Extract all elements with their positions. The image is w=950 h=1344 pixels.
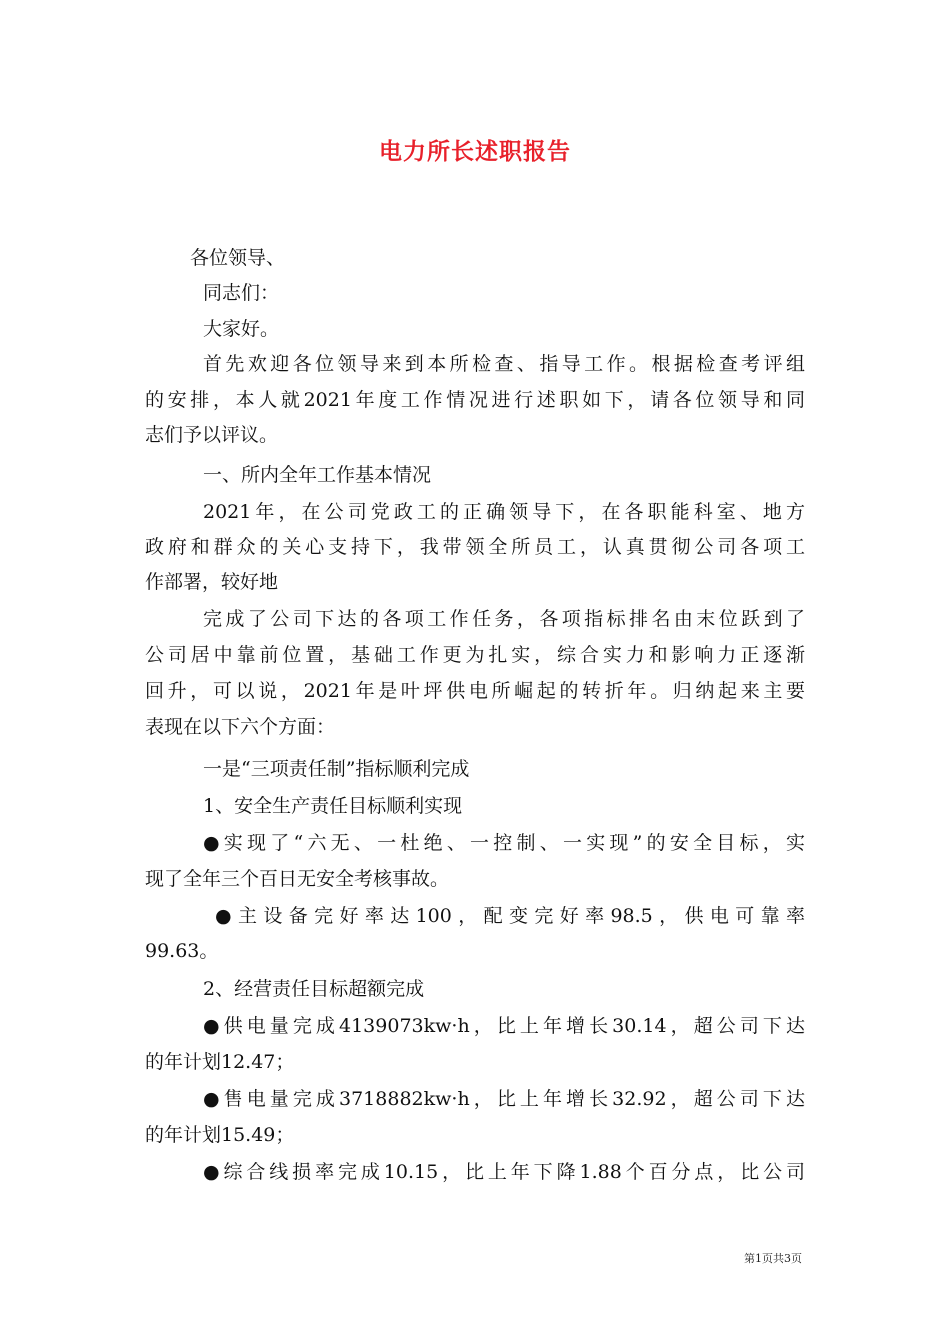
paragraph-line: 各位领导、 xyxy=(190,247,286,269)
paragraph-line: 完成了公司下达的各项工作任务，各项指标排名由末位跃到了 xyxy=(203,608,805,630)
bullet-line: ●主设备完好率达100，配变完好率98.5，供电可靠率 xyxy=(215,905,805,927)
paragraph-line: 回升，可以说，2021年是叶坪供电所崛起的转折年。归纳起来主要 xyxy=(145,680,805,702)
paragraph-line: 现了全年三个百日无安全考核事故。 xyxy=(145,868,450,890)
paragraph-line: 公司居中靠前位置，基础工作更为扎实，综合实力和影响力正逐渐 xyxy=(145,644,805,666)
paragraph-line: 的安排，本人就2021年度工作情况进行述职如下，请各位领导和同 xyxy=(145,389,805,411)
document-title: 电力所长述职报告 xyxy=(379,138,571,165)
bullet-line: ●供电量完成4139073kw·h，比上年增长30.14，超公司下达 xyxy=(203,1015,805,1037)
page-number: 第1页共3页 xyxy=(744,1252,802,1265)
section-heading: 1、安全生产责任目标顺利实现 xyxy=(203,795,463,817)
paragraph-line: 的年计划12.47； xyxy=(145,1051,295,1073)
bullet-line: ●实现了“六无、一杜绝、一控制、一实现”的安全目标，实 xyxy=(203,832,805,854)
paragraph-line: 的年计划15.49； xyxy=(145,1124,295,1146)
paragraph-line: 政府和群众的关心支持下，我带领全所员工，认真贯彻公司各项工 xyxy=(145,536,805,558)
section-heading: 一、所内全年工作基本情况 xyxy=(203,464,432,486)
bullet-line: ●售电量完成3718882kw·h，比上年增长32.92，超公司下达 xyxy=(203,1088,805,1110)
paragraph-line: 首先欢迎各位领导来到本所检查、指导工作。根据检查考评组 xyxy=(203,353,805,375)
paragraph-line: 99.63。 xyxy=(145,940,219,962)
paragraph-line: 志们予以评议。 xyxy=(145,424,279,446)
paragraph-line: 表现在以下六个方面： xyxy=(145,716,336,738)
bullet-line: ●综合线损率完成10.15，比上年下降1.88个百分点，比公司 xyxy=(203,1161,805,1183)
paragraph-line: 2021年，在公司党政工的正确领导下，在各职能科室、地方 xyxy=(203,501,805,523)
paragraph-line: 同志们： xyxy=(203,282,280,304)
paragraph-line: 作部署，较好地 xyxy=(145,571,279,593)
section-heading: 一是“三项责任制”指标顺利完成 xyxy=(203,758,470,780)
section-heading: 2、经营责任目标超额完成 xyxy=(203,978,425,1000)
paragraph-line: 大家好。 xyxy=(203,318,280,340)
